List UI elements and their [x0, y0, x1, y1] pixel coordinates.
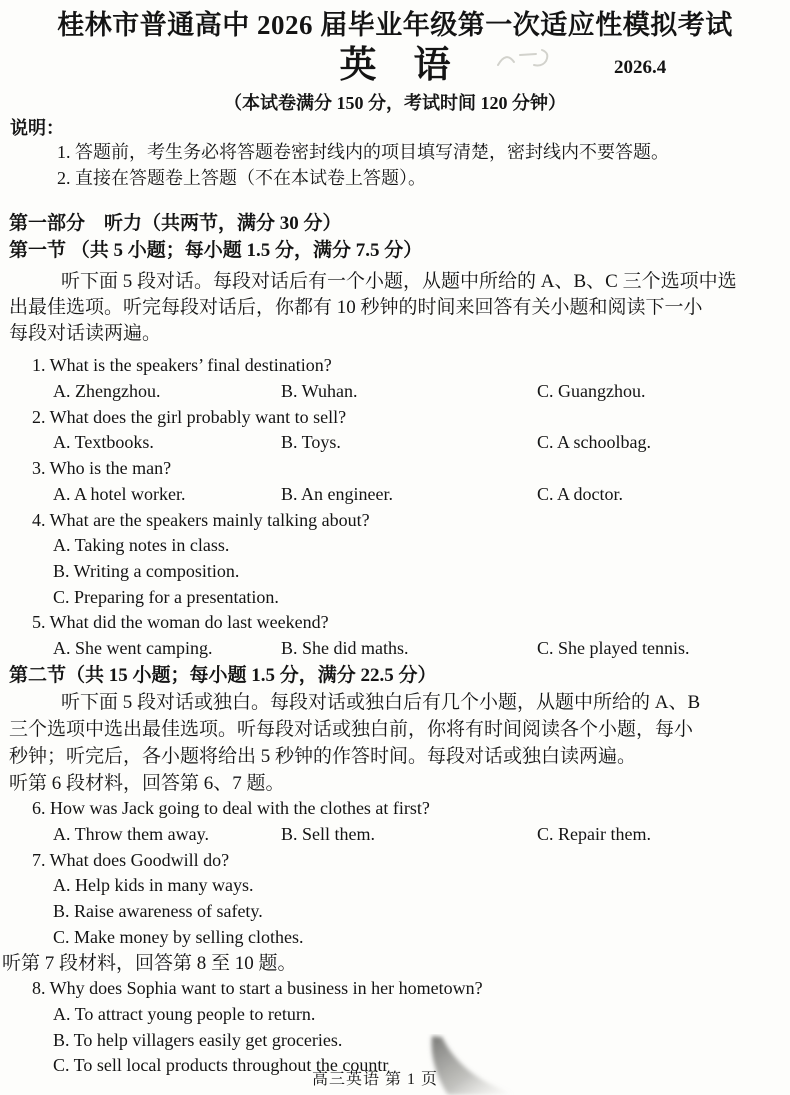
exam-title: 桂林市普通高中 2026 届毕业年级第一次适应性模拟考试 — [57, 10, 733, 40]
instruction-line: 听下面 5 段对话。每段对话后有一个小题，从题中所给的 A、B、C 三个选项中选 — [61, 271, 737, 292]
question-8-option-b: B. To help villagers easily get groceries. — [53, 1029, 343, 1050]
subject-row — [0, 43, 790, 89]
question-7: 7. What does Goodwill do? — [32, 849, 230, 870]
instruction-line: 秒钟；听完后，各小题将给出 5 秒钟的作答时间。每段对话或独白读两遍。 — [9, 746, 637, 768]
material-7-line: 听第 7 段材料，回答第 8 至 10 题。 — [2, 952, 297, 974]
question-2-options — [0, 430, 790, 456]
option-b: B. Sell them. — [281, 824, 375, 845]
question-7-option-a: A. Help kids in many ways. — [53, 875, 254, 896]
question-4-option-a: A. Taking notes in class. — [53, 535, 230, 556]
option-c: C. She played tennis. — [537, 638, 690, 659]
option-a: A. A hotel worker. — [53, 483, 186, 504]
faint-stamp-mark-icon — [492, 45, 564, 78]
option-b: B. She did maths. — [281, 638, 409, 659]
part1-heading: 第一部分 听力（共两节，满分 30 分） — [9, 213, 342, 234]
option-a: A. Textbooks. — [53, 432, 154, 453]
question-3-options — [0, 482, 790, 508]
notes-heading: 说明： — [10, 118, 64, 138]
option-b: B. Toys. — [281, 432, 341, 453]
option-a: A. Zhengzhou. — [53, 381, 161, 402]
instruction-line: 出最佳选项。听完每段对话后，你都有 10 秒钟的时间来回答有关小题和阅读下一小 — [9, 296, 703, 318]
option-c: C. Guangzhou. — [537, 381, 646, 402]
question-8-option-a: A. To attract young people to return. — [53, 1003, 316, 1024]
section2-heading: 第二节（共 15 小题；每小题 1.5 分，满分 22.5 分） — [9, 664, 437, 686]
question-7-option-b: B. Raise awareness of safety. — [53, 901, 263, 922]
question-8-option-c: C. To sell local products throughout the countr — [53, 1055, 389, 1076]
question-5: 5. What did the woman do last weekend? — [32, 612, 329, 633]
question-6: 6. How was Jack going to deal with the clothes at first? — [32, 798, 430, 819]
instruction-line: 听下面 5 段对话或独白。每段对话或独白后有几个小题，从题中所给的 A、B — [61, 691, 701, 713]
question-6-options — [0, 822, 790, 848]
note-line-1: 1. 答题前，考生务必将答题卷密封线内的项目填写清楚，密封线内不要答题。 — [57, 142, 669, 162]
question-7-option-c: C. Make money by selling clothes. — [53, 926, 304, 947]
question-1: 1. What is the speakers’ final destination? — [32, 355, 332, 376]
question-5-options — [0, 636, 790, 662]
subject-title: 英 语 — [339, 45, 451, 86]
section1-heading: 第一节 （共 5 小题；每小题 1.5 分，满分 7.5 分） — [9, 240, 423, 261]
question-4-option-c: C. Preparing for a presentation. — [53, 586, 279, 607]
option-c: C. Repair them. — [537, 824, 651, 845]
option-c: C. A schoolbag. — [537, 432, 652, 453]
page-curl-shadow-icon — [418, 1034, 522, 1095]
option-a: A. Throw them away. — [53, 824, 209, 845]
question-2: 2. What does the girl probably want to sell? — [32, 406, 347, 427]
material-6-line: 听第 6 段材料，回答第 6、7 题。 — [9, 772, 285, 794]
option-a: A. She went camping. — [53, 638, 213, 659]
question-4-option-b: B. Writing a composition. — [53, 560, 240, 581]
page-footer: 高三英语 第 1 页 — [312, 1071, 439, 1088]
instruction-line: 三个选项中选出最佳选项。听每段对话或独白前，你将有时间阅读各个小题，每小 — [9, 719, 694, 741]
option-b: B. An engineer. — [281, 483, 393, 504]
section2-instructions — [0, 689, 790, 771]
note-line-2: 2. 直接在答题卷上答题（不在本试卷上答题）。 — [57, 167, 426, 188]
question-1-options — [0, 379, 790, 405]
section1-instructions — [0, 269, 790, 346]
option-c: C. A doctor. — [537, 483, 624, 504]
exam-date: 2026.4 — [614, 57, 667, 78]
option-b: B. Wuhan. — [281, 381, 358, 402]
question-4: 4. What are the speakers mainly talking about? — [32, 509, 370, 530]
question-8: 8. Why does Sophia want to start a business in her hometown? — [32, 978, 483, 999]
question-3: 3. Who is the man? — [32, 458, 172, 479]
instruction-line: 每段对话读两遍。 — [9, 322, 162, 344]
paper-info: （本试卷满分 150 分，考试时间 120 分钟） — [224, 93, 566, 113]
